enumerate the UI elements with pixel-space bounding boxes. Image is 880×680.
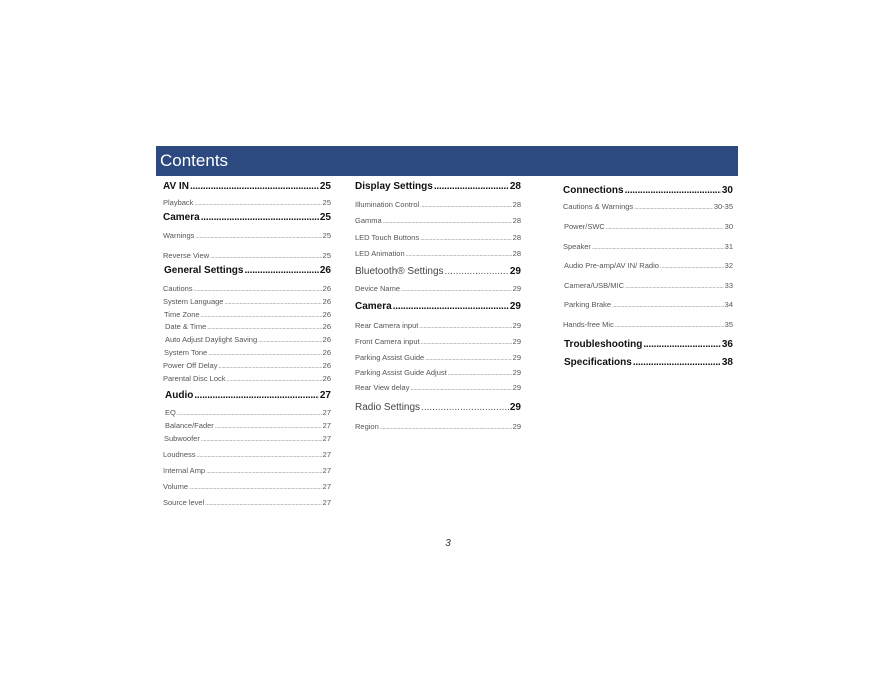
toc-entry[interactable]	[355, 200, 521, 209]
toc-entry[interactable]	[563, 242, 733, 251]
toc-entry[interactable]	[163, 181, 331, 192]
dot-leader	[420, 236, 512, 242]
toc-entry[interactable]	[563, 320, 733, 329]
toc-entry-label: Cautions	[163, 284, 193, 293]
dot-leader	[421, 402, 509, 413]
toc-entry-label: Cautions & Warnings	[563, 202, 634, 211]
toc-entry-label: Parking Brake	[564, 300, 612, 309]
toc-entry[interactable]	[355, 233, 521, 242]
toc-entry-page: 29	[512, 422, 521, 431]
toc-entry[interactable]	[164, 434, 331, 443]
toc-entry[interactable]	[355, 402, 521, 413]
toc-entry-label: Region	[355, 422, 379, 431]
toc-entry-page: 29	[512, 368, 521, 377]
toc-entry-page: 30-35	[713, 202, 733, 211]
toc-entry-label: EQ	[165, 408, 176, 417]
toc-entry[interactable]	[563, 202, 733, 211]
toc-entry-label: System Language	[163, 297, 224, 306]
toc-entry[interactable]	[355, 216, 521, 225]
dot-leader	[227, 377, 322, 383]
dot-leader	[420, 203, 511, 209]
dot-leader	[206, 469, 322, 475]
dot-leader	[207, 325, 321, 331]
toc-entry[interactable]	[164, 265, 331, 276]
toc-entry[interactable]	[164, 348, 331, 357]
toc-entry-page: 28	[509, 181, 521, 192]
toc-entry-page: 30	[721, 185, 733, 196]
toc-entry-label: Camera/USB/MIC	[564, 281, 625, 290]
toc-entry-label: Volume	[163, 482, 189, 491]
toc-entry-label: Loudness	[163, 450, 196, 459]
toc-entry-label: Rear Camera input	[355, 321, 419, 330]
dot-leader	[634, 205, 713, 211]
toc-entry[interactable]	[355, 266, 521, 277]
toc-entry[interactable]	[564, 222, 733, 231]
dot-leader	[425, 356, 511, 362]
dot-leader	[190, 181, 319, 192]
toc-entry-page: 26	[322, 284, 331, 293]
toc-entry[interactable]	[165, 335, 331, 344]
toc-entry-page: 36	[721, 339, 733, 350]
toc-entry-page: 26	[322, 310, 331, 319]
toc-entry-label: Radio Settings	[355, 402, 421, 413]
toc-entry-page: 27	[322, 450, 331, 459]
toc-entry-page: 26	[322, 335, 331, 344]
toc-entry-label: Illumination Control	[355, 200, 420, 209]
toc-entry-page: 25	[322, 198, 331, 207]
toc-entry[interactable]	[165, 322, 331, 331]
toc-entry[interactable]	[564, 357, 733, 368]
toc-entry-page: 29	[509, 266, 521, 277]
dot-leader	[615, 323, 724, 329]
dot-leader	[189, 485, 322, 491]
dot-leader	[194, 287, 322, 293]
toc-entry-page: 27	[322, 498, 331, 507]
toc-entry[interactable]	[164, 310, 331, 319]
toc-entry[interactable]	[165, 390, 331, 401]
toc-entry-label: Bluetooth® Settings	[355, 266, 444, 277]
dot-leader	[421, 340, 512, 346]
toc-entry-label: Front Camera input	[355, 337, 420, 346]
toc-entry-page: 29	[512, 353, 521, 362]
toc-entry-page: 27	[319, 390, 331, 401]
dot-leader	[448, 371, 512, 377]
toc-entry-page: 28	[512, 216, 521, 225]
dot-leader	[383, 219, 512, 225]
toc-entry-label: Source level	[163, 498, 205, 507]
dot-leader	[434, 181, 509, 192]
toc-entry[interactable]	[163, 374, 331, 383]
toc-entry[interactable]	[564, 281, 733, 290]
toc-entry[interactable]	[564, 300, 733, 309]
toc-entry-label: Speaker	[563, 242, 591, 251]
dot-leader	[244, 265, 318, 276]
dot-leader	[419, 324, 511, 330]
dot-leader	[401, 287, 512, 293]
toc-entry-page: 27	[322, 408, 331, 417]
toc-entry-label: LED Animation	[355, 249, 405, 258]
toc-entry[interactable]	[355, 353, 521, 362]
toc-entry-page: 29	[512, 284, 521, 293]
toc-entry-label: Warnings	[163, 231, 195, 240]
dot-leader	[201, 437, 322, 443]
toc-entry-label: Playback	[163, 198, 194, 207]
page-number: 3	[445, 538, 451, 549]
toc-entry[interactable]	[163, 198, 331, 207]
toc-entry[interactable]	[355, 368, 521, 377]
dot-leader	[410, 386, 511, 392]
toc-entry[interactable]	[163, 297, 331, 306]
toc-entry-page: 26	[322, 361, 331, 370]
toc-entry[interactable]	[163, 450, 331, 459]
dot-leader	[195, 234, 321, 240]
dot-leader	[258, 338, 322, 344]
toc-entry[interactable]	[564, 339, 733, 350]
dot-leader	[612, 303, 724, 309]
toc-entry-page: 25	[319, 181, 331, 192]
toc-entry-label: Power Off Delay	[163, 361, 218, 370]
toc-entry-page: 26	[322, 297, 331, 306]
toc-entry[interactable]	[165, 408, 331, 417]
dot-leader	[625, 284, 724, 290]
toc-entry-page: 31	[724, 242, 733, 251]
toc-entry-label: Camera	[355, 301, 392, 312]
toc-entry[interactable]	[165, 421, 331, 430]
toc-entry-label: Internal Amp	[163, 466, 206, 475]
toc-entry[interactable]	[355, 181, 521, 192]
toc-entry[interactable]	[355, 301, 521, 312]
toc-entry-label: Gamma	[355, 216, 382, 225]
toc-entry[interactable]	[163, 251, 331, 260]
dot-leader	[194, 201, 321, 207]
toc-entry-page: 33	[724, 281, 733, 290]
toc-entry-page: 29	[512, 383, 521, 392]
toc-entry-page: 30	[724, 222, 733, 231]
dot-leader	[201, 313, 322, 319]
dot-leader	[625, 185, 721, 196]
toc-entry-label: Camera	[163, 212, 200, 223]
toc-entry-page: 25	[319, 212, 331, 223]
toc-entry-page: 32	[724, 261, 733, 270]
toc-entry-label: AV IN	[163, 181, 189, 192]
dot-leader	[633, 357, 721, 368]
dot-leader	[643, 339, 721, 350]
toc-entry-label: General Settings	[164, 265, 244, 276]
toc-entry-label: Auto Adjust Daylight Saving	[165, 335, 258, 344]
toc-entry-label: Hands-free Mic	[563, 320, 614, 329]
toc-entry[interactable]	[355, 284, 521, 293]
toc-entry-label: Rear View delay	[355, 383, 410, 392]
toc-entry-page: 29	[512, 337, 521, 346]
toc-entry-page: 29	[509, 402, 521, 413]
toc-entry[interactable]	[163, 231, 331, 240]
toc-entry[interactable]	[564, 261, 733, 270]
dot-leader	[224, 300, 321, 306]
dot-leader	[606, 225, 724, 231]
dot-leader	[197, 453, 322, 459]
toc-entry-label: Display Settings	[355, 181, 433, 192]
toc-entry-page: 27	[322, 466, 331, 475]
toc-entry[interactable]	[355, 422, 521, 431]
toc-entry-label: Parking Assist Guide	[355, 353, 425, 362]
toc-entry-page: 27	[322, 421, 331, 430]
toc-entry[interactable]	[355, 337, 521, 346]
toc-entry-page: 29	[509, 301, 521, 312]
dot-leader	[215, 424, 322, 430]
toc-entry-page: 29	[512, 321, 521, 330]
toc-entry-page: 25	[322, 231, 331, 240]
toc-entry-label: Subwoofer	[164, 434, 200, 443]
toc-entry-label: Specifications	[564, 357, 632, 368]
dot-leader	[194, 390, 319, 401]
toc-entry-page: 26	[319, 265, 331, 276]
toc-entry-label: Time Zone	[164, 310, 200, 319]
dot-leader	[208, 351, 321, 357]
toc-entry-label: Device Name	[355, 284, 401, 293]
toc-entry-label: Parental Disc Lock	[163, 374, 226, 383]
toc-entry-label: LED Touch Buttons	[355, 233, 420, 242]
toc-entry-label: Troubleshooting	[564, 339, 643, 350]
toc-entry-page: 27	[322, 482, 331, 491]
toc-entry[interactable]	[163, 212, 331, 223]
toc-entry-label: Reverse View	[163, 251, 210, 260]
dot-leader	[393, 301, 509, 312]
toc-entry-page: 35	[724, 320, 733, 329]
toc-entry-page: 26	[322, 374, 331, 383]
dot-leader	[205, 501, 321, 507]
toc-entry-label: Connections	[563, 185, 624, 196]
dot-leader	[592, 245, 724, 251]
toc-entry-page: 25	[322, 251, 331, 260]
toc-entry-page: 27	[322, 434, 331, 443]
toc-entry-label: Parking Assist Guide Adjust	[355, 368, 447, 377]
dot-leader	[201, 212, 319, 223]
toc-entry-page: 28	[512, 200, 521, 209]
toc-entry-page: 38	[721, 357, 733, 368]
toc-entry[interactable]	[563, 185, 733, 196]
toc-entry-page: 34	[724, 300, 733, 309]
contents-header-bar	[156, 146, 738, 176]
toc-entry-label: Audio	[165, 390, 194, 401]
toc-entry-label: Power/SWC	[564, 222, 605, 231]
toc-entry-page: 26	[322, 348, 331, 357]
dot-leader	[177, 411, 322, 417]
dot-leader	[380, 425, 512, 431]
dot-leader	[660, 264, 724, 270]
toc-entry[interactable]	[355, 383, 521, 392]
contents-title: Contents	[160, 151, 229, 170]
toc-entry-label: Balance/Fader	[165, 421, 214, 430]
dot-leader	[445, 266, 509, 277]
toc-entry-label: Date & Time	[165, 322, 207, 331]
toc-entry[interactable]	[163, 498, 331, 507]
toc-entry[interactable]	[355, 249, 521, 258]
dot-leader	[210, 254, 322, 260]
dot-leader	[406, 252, 512, 258]
toc-entry[interactable]	[163, 482, 331, 491]
toc-entry-page: 28	[512, 249, 521, 258]
toc-entry[interactable]	[163, 284, 331, 293]
dot-leader	[218, 364, 321, 370]
toc-entry-page: 28	[512, 233, 521, 242]
toc-entry-label: System Tone	[164, 348, 208, 357]
toc-entry-page: 26	[322, 322, 331, 331]
toc-entry-label: Audio Pre-amp/AV IN/ Radio	[564, 261, 659, 270]
toc-entry[interactable]	[163, 466, 331, 475]
toc-entry[interactable]	[355, 321, 521, 330]
toc-entry[interactable]	[163, 361, 331, 370]
